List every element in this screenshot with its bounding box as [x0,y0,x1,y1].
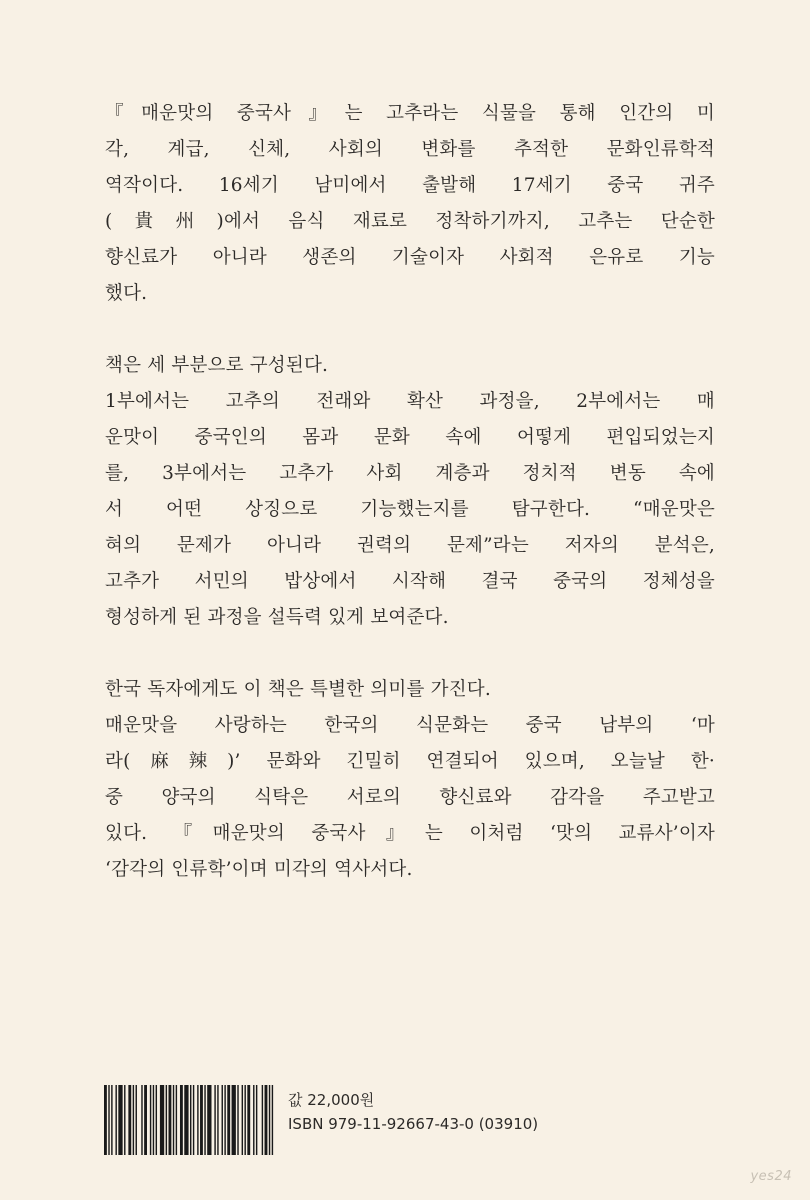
barcode-bar [217,1085,218,1155]
text-line: 역작이다. 16세기 남미에서 출발해 17세기 중국 귀주 [105,175,715,196]
barcode-bar [180,1085,183,1155]
text-line: 혀의 문제가 아니라 권력의 문제”라는 저자의 분석은, [105,535,715,556]
text-line: 고추가 서민의 밥상에서 시작해 결국 중국의 정체성을 [105,571,715,592]
barcode-bar [136,1085,137,1155]
barcode-bar [184,1085,188,1155]
price-info [288,1088,538,1136]
barcode-bar [265,1085,268,1155]
text-line: ‘감각의 인류학’이며 미각의 역사서다. [105,859,413,880]
price-label: 값 22,000원 [288,1091,375,1109]
barcode-bar [128,1085,131,1155]
barcode-bar [197,1085,198,1155]
barcode-bar [237,1085,238,1155]
text-line: 『매운맛의 중국사』는 고추라는 식물을 통해 인간의 미 [105,103,715,124]
text-line: 한국 독자에게도 이 책은 특별한 의미를 가진다. [105,679,491,700]
text-line: 각, 계급, 신체, 사회의 변화를 추적한 문화인류학적 [105,139,715,160]
text-line: 운맛이 중국인의 몸과 문화 속에 어떻게 편입되었는지 [105,427,715,448]
paragraph-korean-readers [105,672,715,888]
barcode-bar [244,1085,245,1155]
barcode-bar [176,1085,177,1155]
barcode-bar [232,1085,236,1155]
barcode-bar [133,1085,134,1155]
barcode-bar [150,1085,151,1155]
barcode-bar [214,1085,215,1155]
barcode-bar [104,1085,107,1155]
barcode-bar [272,1085,273,1155]
barcode-bar [256,1085,257,1155]
barcode-bar [166,1085,167,1155]
barcode-bar [118,1085,122,1155]
barcode-bar [247,1085,250,1155]
text-line: 라(麻辣)’ 문화와 긴밀히 연결되어 있으며, 오늘날 한· [105,751,715,772]
text-line: 중 양국의 식탁은 서로의 향신료와 감각을 주고받고 [105,787,715,808]
barcode-bar [156,1085,157,1155]
text-line: (貴州)에서 음식 재료로 정착하기까지, 고추는 단순한 [105,211,715,232]
barcode-bar [115,1085,116,1155]
barcode-bar [124,1085,125,1155]
text-line: 했다. [105,283,148,304]
text-line: 를, 3부에서는 고추가 사회 계층과 정치적 변동 속에 [105,463,715,484]
barcode-bar [227,1085,230,1155]
barcode-bar [204,1085,205,1155]
barcode-bar [253,1085,254,1155]
barcode-bar [224,1085,225,1155]
barcode-bar [141,1085,142,1155]
paragraph-structure [105,348,715,636]
paragraph-intro [105,96,715,312]
barcode-bar [207,1085,211,1155]
text-line: 매운맛을 사랑하는 한국의 식문화는 중국 남부의 ‘마 [105,715,715,736]
barcode-bar [193,1085,194,1155]
barcode-bar [190,1085,191,1155]
barcode-bar [222,1085,223,1155]
text-line: 1부에서는 고추의 전래와 확산 과정을, 2부에서는 매 [105,391,715,412]
barcode-bar [144,1085,147,1155]
barcode-bar [262,1085,263,1155]
barcode-bar [269,1085,270,1155]
barcode-bar [153,1085,154,1155]
text-line: 형성하게 된 과정을 설득력 있게 보여준다. [105,607,449,628]
barcode-bar [200,1085,203,1155]
text-line: 서 어떤 상징으로 기능했는지를 탐구한다. “매운맛은 [105,499,715,520]
text-line: 있다. 『매운맛의 중국사』는 이처럼 ‘맛의 교류사’이자 [105,823,715,844]
barcode-bar [111,1085,112,1155]
isbn-barcode [104,1085,276,1155]
isbn-label: ISBN 979-11-92667-43-0 (03910) [288,1115,539,1133]
barcode-bar [160,1085,164,1155]
barcode-bar [173,1085,174,1155]
watermark-logo: yes24 [750,1169,792,1184]
barcode-bar [242,1085,243,1155]
text-line: 향신료가 아니라 생존의 기술이자 사회적 은유로 기능 [105,247,715,268]
text-line: 책은 세 부분으로 구성된다. [105,355,329,376]
barcode-bar [169,1085,172,1155]
barcode-bar [108,1085,109,1155]
